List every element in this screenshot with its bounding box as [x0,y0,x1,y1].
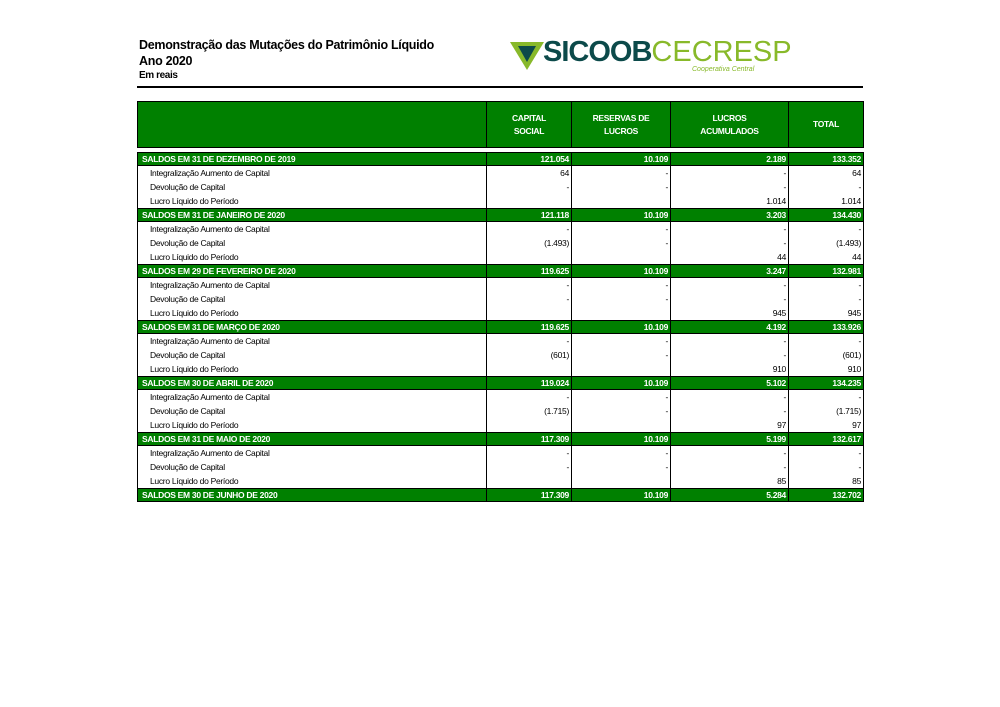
row-label: Integralização Aumento de Capital [138,166,487,181]
row-label: Devolução de Capital [138,180,487,194]
value-cell: - [572,446,671,461]
value-cell: 85 [671,474,789,489]
value-cell: 10.109 [572,377,671,390]
movement-row [138,166,864,181]
value-cell: 10.109 [572,153,671,166]
value-cell: 910 [789,362,864,377]
row-label: Lucro Líquido do Período [138,474,487,489]
value-cell: - [789,390,864,405]
row-label: SALDOS EM 31 DE DEZEMBRO DE 2019 [138,153,487,166]
report-title: Demonstração das Mutações do Patrimônio Líquido [139,38,434,52]
value-cell: - [671,222,789,237]
row-label: Devolução de Capital [138,404,487,418]
movement-row [138,474,864,489]
value-cell: 121.118 [487,209,572,222]
value-cell: 64 [487,166,572,181]
value-cell: 1.014 [789,194,864,209]
value-cell: - [572,292,671,306]
row-label: SALDOS EM 30 DE JUNHO DE 2020 [138,489,487,502]
value-cell: 119.625 [487,265,572,278]
movement-row [138,236,864,250]
value-cell: 910 [671,362,789,377]
balance-row [138,265,864,278]
value-cell: - [789,222,864,237]
table-header-row [138,102,864,148]
value-cell: 10.109 [572,489,671,502]
value-cell: 133.352 [789,153,864,166]
value-cell: - [671,390,789,405]
row-label: Devolução de Capital [138,460,487,474]
balance-row [138,209,864,222]
value-cell: - [789,334,864,349]
value-cell [487,474,572,489]
movement-row [138,194,864,209]
value-cell: 64 [789,166,864,181]
value-cell [572,474,671,489]
report-unit: Em reais [139,70,178,81]
value-cell: - [671,334,789,349]
row-label: Lucro Líquido do Período [138,306,487,321]
col-header-capital-social: CAPITAL SOCIAL [487,102,572,148]
value-cell: 4.192 [671,321,789,334]
value-cell [572,306,671,321]
row-label: Integralização Aumento de Capital [138,222,487,237]
movement-row [138,418,864,433]
balance-row [138,321,864,334]
value-cell: - [671,404,789,418]
value-cell: - [572,222,671,237]
value-cell: - [671,180,789,194]
row-label: Integralização Aumento de Capital [138,278,487,293]
row-label: SALDOS EM 29 DE FEVEREIRO DE 2020 [138,265,487,278]
value-cell: - [789,278,864,293]
value-cell: (1.715) [789,404,864,418]
movement-row [138,306,864,321]
value-cell: 10.109 [572,209,671,222]
value-cell: - [671,166,789,181]
movement-row [138,250,864,265]
row-label: Lucro Líquido do Período [138,418,487,433]
logo-tagline: Cooperativa Central [692,66,755,73]
value-cell: 10.109 [572,265,671,278]
value-cell: - [572,404,671,418]
value-cell: 5.284 [671,489,789,502]
value-cell: 119.024 [487,377,572,390]
row-label: SALDOS EM 31 DE MARÇO DE 2020 [138,321,487,334]
value-cell: - [789,446,864,461]
logo-text-sicoob: SICOOB [543,36,652,68]
header-rule [137,86,863,88]
value-cell: - [572,334,671,349]
value-cell: 134.235 [789,377,864,390]
value-cell: 1.014 [671,194,789,209]
balance-row [138,433,864,446]
value-cell: (601) [789,348,864,362]
value-cell: 5.102 [671,377,789,390]
value-cell: - [572,180,671,194]
movement-row [138,362,864,377]
movement-row [138,334,864,349]
movement-row [138,460,864,474]
movement-row [138,446,864,461]
value-cell: - [572,460,671,474]
row-label: SALDOS EM 30 DE ABRIL DE 2020 [138,377,487,390]
value-cell [487,306,572,321]
value-cell: 10.109 [572,321,671,334]
value-cell: 85 [789,474,864,489]
value-cell: - [572,166,671,181]
value-cell: - [487,390,572,405]
movement-row [138,222,864,237]
value-cell: - [671,278,789,293]
logo-wordmark [543,36,792,69]
row-label: Devolução de Capital [138,348,487,362]
equity-changes-table [137,101,864,502]
row-label: Integralização Aumento de Capital [138,390,487,405]
value-cell [572,250,671,265]
value-cell: - [572,348,671,362]
value-cell: 2.189 [671,153,789,166]
value-cell: 117.309 [487,433,572,446]
value-cell: - [671,292,789,306]
balance-row [138,489,864,502]
logo-text-cecresp: CECRESP [651,36,792,68]
value-cell: - [671,348,789,362]
value-cell: 133.926 [789,321,864,334]
value-cell: - [572,278,671,293]
report-header [139,37,434,83]
value-cell: - [487,222,572,237]
value-cell: (601) [487,348,572,362]
value-cell: - [671,236,789,250]
value-cell: - [789,180,864,194]
value-cell [572,194,671,209]
value-cell: 132.981 [789,265,864,278]
value-cell: - [487,278,572,293]
value-cell: - [789,292,864,306]
value-cell: 119.625 [487,321,572,334]
value-cell: - [487,446,572,461]
value-cell: - [789,460,864,474]
row-label: Integralização Aumento de Capital [138,334,487,349]
value-cell: (1.715) [487,404,572,418]
balance-row [138,377,864,390]
value-cell: 3.247 [671,265,789,278]
value-cell: 97 [789,418,864,433]
value-cell [572,418,671,433]
balance-row [138,153,864,166]
value-cell: 10.109 [572,433,671,446]
value-cell [572,362,671,377]
movement-row [138,278,864,293]
row-label: Integralização Aumento de Capital [138,446,487,461]
sicoob-triangle-icon [510,40,544,70]
header-blank-cell [138,102,487,148]
movement-row [138,404,864,418]
value-cell: 945 [671,306,789,321]
value-cell: 132.617 [789,433,864,446]
value-cell: 44 [789,250,864,265]
col-header-total: TOTAL [789,102,864,148]
value-cell: 134.430 [789,209,864,222]
value-cell: - [572,390,671,405]
value-cell [487,250,572,265]
row-label: SALDOS EM 31 DE MAIO DE 2020 [138,433,487,446]
value-cell: 945 [789,306,864,321]
value-cell [487,418,572,433]
report-year: Ano 2020 [139,54,193,68]
row-label: Lucro Líquido do Período [138,194,487,209]
movement-row [138,348,864,362]
value-cell: 3.203 [671,209,789,222]
value-cell: - [671,446,789,461]
value-cell: 132.702 [789,489,864,502]
value-cell: (1.493) [487,236,572,250]
value-cell [487,194,572,209]
movement-row [138,292,864,306]
row-label: SALDOS EM 31 DE JANEIRO DE 2020 [138,209,487,222]
col-header-reservas: RESERVAS DE LUCROS [572,102,671,148]
row-label: Devolução de Capital [138,236,487,250]
value-cell: - [671,460,789,474]
value-cell: 117.309 [487,489,572,502]
movement-row [138,180,864,194]
value-cell: 121.054 [487,153,572,166]
value-cell: 5.199 [671,433,789,446]
value-cell: - [487,292,572,306]
value-cell: (1.493) [789,236,864,250]
value-cell: - [572,236,671,250]
col-header-lucros-acumulados: LUCROS ACUMULADOS [671,102,789,148]
sicoob-cecresp-logo [510,36,792,76]
movement-row [138,390,864,405]
row-label: Lucro Líquido do Período [138,250,487,265]
value-cell: - [487,460,572,474]
value-cell: - [487,334,572,349]
row-label: Lucro Líquido do Período [138,362,487,377]
value-cell: 97 [671,418,789,433]
value-cell: 44 [671,250,789,265]
value-cell [487,362,572,377]
row-label: Devolução de Capital [138,292,487,306]
value-cell: - [487,180,572,194]
